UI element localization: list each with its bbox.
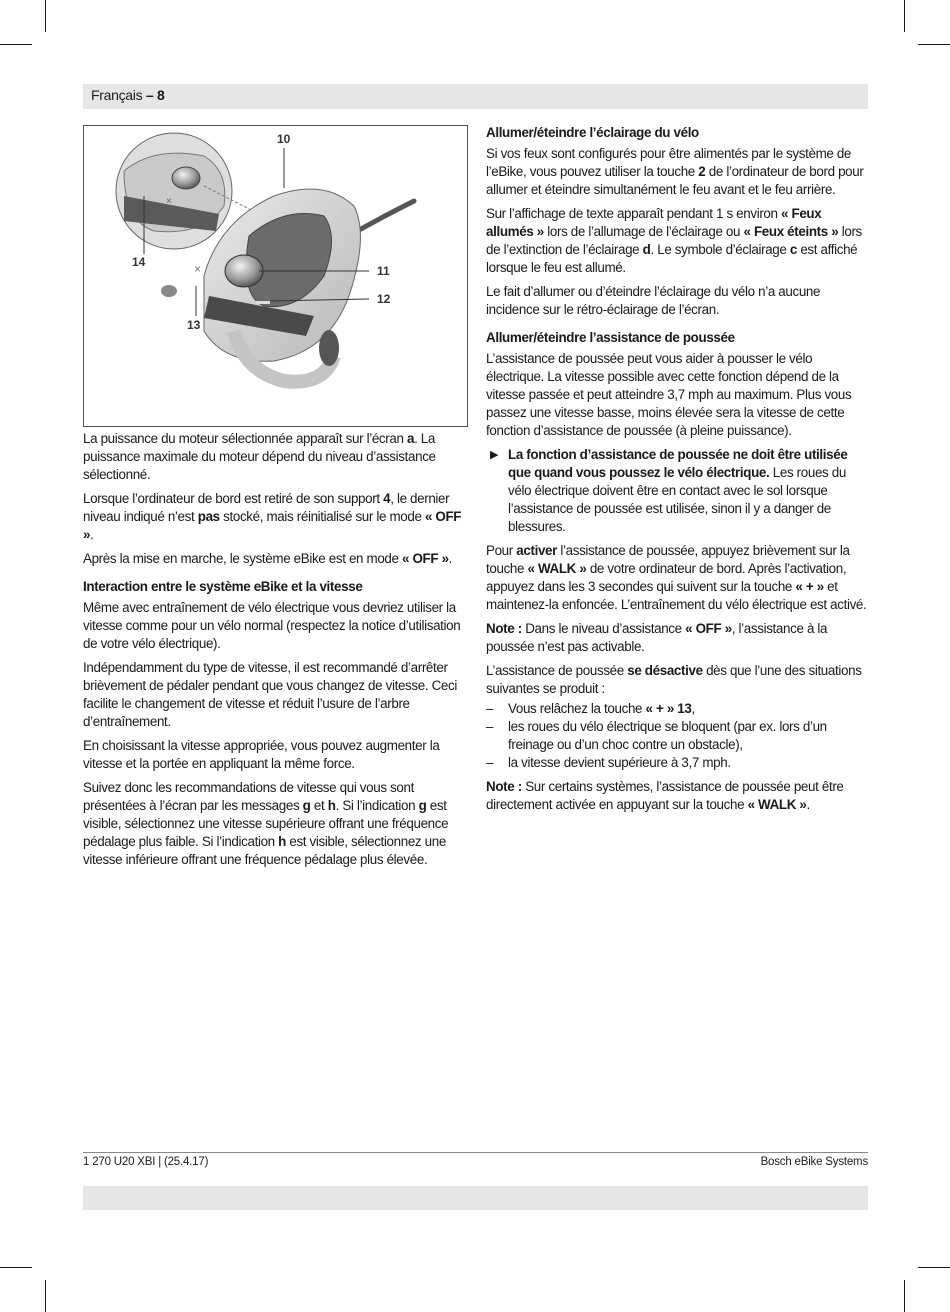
paragraph: Note : Dans le niveau d’assistance « OFF », l’assistance à la poussée n’est pas activable. [486,621,828,654]
triangle-right-icon: ▶ [490,449,499,461]
label-11: 11 [377,264,390,278]
paragraph: Sur l’affichage de texte apparaît pendant 1 s environ « Feux allumés » lors de l’allumage de l’éclairage ou « Feux éteints » lors de l’extinction de l’éclairage d. Le symbole d’éclairage c est affiché lorsque le feu est allumé. [486,206,862,275]
brand-name: Bosch eBike Systems [760,1156,868,1168]
device-illustration [83,125,468,427]
crop-mark [45,0,46,32]
paragraph: Note : Sur certains systèmes, l’assistance de poussée peut être directement activée en appuyant sur la touche « WALK ». [486,779,844,812]
control-unit-drawing [84,126,467,426]
paragraph: En choisissant la vitesse appropriée, vous pouvez augmenter la vitesse et la portée en appliquant la même force. [83,738,440,771]
svg-text:×: × [194,262,202,276]
list-item: – Vous relâchez la touche « + » 13, [486,700,870,718]
footer-bar [83,1186,868,1210]
label-12: 12 [377,292,391,306]
paragraph: Après la mise en marche, le système eBike est en mode « OFF ». [83,551,453,566]
right-column [486,124,870,820]
svg-text:×: × [166,196,172,207]
paragraph: Indépendamment du type de vitesse, il est recommandé d’arrêter brièvement de pédaler pendant que vous changez de vitesse. Ceci facilite le changement de vitesse et réduit l’usure de l’arbre d’entraînement. [83,660,457,729]
header-separator: – [142,87,157,103]
page-number: 8 [156,87,165,103]
left-column [83,430,468,875]
paragraph: Le fait d’allumer ou d’éteindre l’éclairage du vélo n’a aucune incidence sur le rétro-éclairage de l’écran. [486,284,821,317]
condition-list [486,700,870,772]
crop-mark [0,1267,32,1268]
list-item: – les roues du vélo électrique se bloquent (par ex. lors d’un freinage ou d’un choc contre un obstacle), [486,718,870,754]
paragraph: L’assistance de poussée se désactive dès que l’une des situations suivantes se produit : [486,663,862,696]
label-10: 10 [277,132,291,146]
crop-mark [918,1267,950,1268]
section-heading: Interaction entre le système eBike et la vitesse [83,579,363,594]
paragraph: Si vos feux sont configurés pour être alimentés par le système de l’eBike, vous pouvez utiliser la touche 2 de l’ordinateur de bord pour allumer et éteindre simultanément le feu avant et le feu arrière. [486,146,864,197]
crop-mark [904,0,905,32]
section-heading: Allumer/éteindre l’éclairage du vélo [486,125,699,140]
page-header-text [91,87,164,103]
footer-divider [83,1152,868,1153]
paragraph: Suivez donc les recommandations de vitesse qui vous sont présentées à l’écran par les messages g et h. Si l’indication g est visible, sélectionnez une vitesse supérieure offrant une fréquence pédalage plus faible. Si l’indication h est visible, sélectionnez une vitesse inférieure offrant une fréquence pédalage plus élevée. [83,780,449,867]
label-13: 13 [187,318,201,332]
paragraph: Pour activer l’assistance de poussée, appuyez brièvement sur la touche « WALK » de votre ordinateur de bord. Après l’activation, appuyez dans les 3 secondes qui suivent sur la touche « + » et maintenez-la enfoncée. L’entraînement du vélo électrique est activé. [486,543,867,612]
label-14: 14 [132,255,146,269]
page-header [83,84,868,109]
warning-note: ▶ La fonction d’assistance de poussée ne doit être utilisée que quand vous poussez le vélo électrique. Les roues du vélo électrique doivent être en contact avec le sol lorsque l’assistance de poussée est utilisée, sinon il y a danger de blessures. [490,447,848,534]
section-heading: Allumer/éteindre l’assistance de poussée [486,330,735,345]
document-reference: 1 270 U20 XBI | (25.4.17) [83,1156,209,1168]
paragraph: L’assistance de poussée peut vous aider à pousser le vélo électrique. La vitesse possible avec cette fonction dépend de la vitesse passée et peut atteindre 3,7 mph au maximum. Plus vous passez une vitesse basse, moins élevée sera la vitesse de cette fonction d’assistance de poussée (à pleine puissance). [486,351,852,438]
header-language: Français [91,87,143,103]
paragraph: Lorsque l’ordinateur de bord est retiré de son support 4, le dernier niveau indiqué n’est pas stocké, mais réinitialisé sur le mode « OFF ». [83,491,462,542]
crop-mark [0,44,32,45]
crop-mark [918,44,950,45]
paragraph: La puissance du moteur sélectionnée apparaît sur l’écran a. La puissance maximale du moteur dépend du niveau d’assistance sélectionné. [83,431,436,482]
paragraph: Même avec entraînement de vélo électrique vous devriez utiliser la vitesse comme pour un vélo normal (respectez la notice d’utilisation de votre vélo électrique). [83,600,461,651]
crop-mark [45,1280,46,1312]
list-item: – la vitesse devient supérieure à 3,7 mph. [486,754,870,772]
crop-mark [904,1280,905,1312]
